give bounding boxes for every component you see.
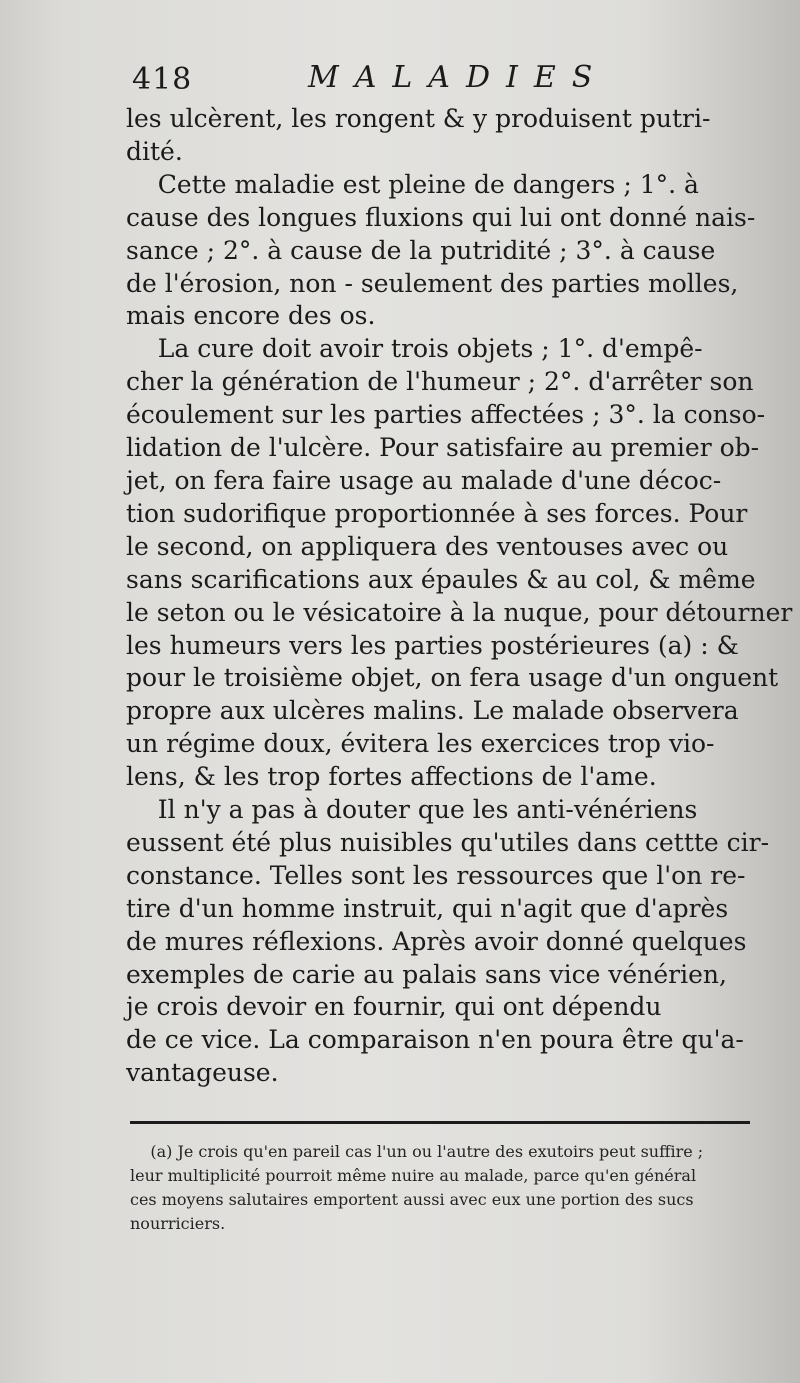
text-line: mais encore des os. [126, 301, 376, 331]
footnote-rule [130, 1121, 750, 1124]
text-line: cher la génération de l'humeur ; 2°. d'arrêter son [126, 367, 754, 397]
text-line: les humeurs vers les parties postérieures (a) : & [126, 630, 739, 660]
text-line: exemples de carie au palais sans vice vénérien, [126, 959, 727, 989]
text-line: dité. [126, 136, 183, 166]
text-line: de ce vice. La comparaison n'en poura être qu'a- [126, 1025, 744, 1055]
text-line: tire d'un homme instruit, qui n'agit que d'après [126, 893, 729, 923]
text-line: sans scarifications aux épaules & au col, & même [126, 564, 756, 594]
footnote-line: nourriciers. [130, 1214, 226, 1233]
text-line: propre aux ulcères malins. Le malade observera [126, 696, 739, 726]
running-head: MALADIES [308, 60, 609, 95]
text-line: Cette maladie est pleine de dangers ; 1°. à [126, 169, 699, 199]
text-line: pour le troisième objet, on fera usage d'un onguent [126, 663, 779, 693]
footnote [130, 1140, 760, 1236]
footnote-line: (a) Je crois qu'en pareil cas l'un ou l'autre des exutoirs peut suffire ; [130, 1142, 704, 1161]
text-line: je crois devoir en fournir, qui ont dépendu [126, 992, 662, 1022]
text-line: eussent été plus nuisibles qu'utiles dans cettte cir- [126, 827, 770, 857]
text-line: écoulement sur les parties affectées ; 3°. la conso- [126, 400, 766, 430]
text-line: vantageuse. [126, 1058, 279, 1088]
text-line: constance. Telles sont les ressources que l'on re- [126, 860, 746, 890]
text-line: cause des longues fluxions qui lui ont donné nais- [126, 202, 756, 232]
text-line: La cure doit avoir trois objets ; 1°. d'empê- [126, 334, 703, 364]
text-line: le seton ou le vésicatoire à la nuque, pour détourner [126, 597, 793, 627]
text-line: les ulcèrent, les rongent & y produisent putri- [126, 104, 711, 133]
text-line: tion sudorifique proportionnée à ses forces. Pour [126, 498, 748, 528]
text-line: sance ; 2°. à cause de la putridité ; 3°. à cause [126, 235, 716, 265]
text-line: Il n'y a pas à douter que les anti-vénériens [126, 795, 698, 825]
footnote-line: leur multiplicité pourroit même nuire au malade, parce qu'en général [130, 1166, 697, 1185]
body-text [126, 103, 793, 1090]
text-line: de mures réflexions. Après avoir donné quelques [126, 926, 747, 956]
text-line: jet, on fera faire usage au malade d'une décoc- [126, 465, 722, 495]
page-number: 418 [132, 62, 193, 97]
text-line: lens, & les trop fortes affections de l'ame. [126, 762, 657, 792]
text-line: un régime doux, évitera les exercices trop vio- [126, 729, 715, 759]
text-line: le second, on appliquera des ventouses avec ou [126, 531, 729, 561]
footnote-line: ces moyens salutaires emportent aussi avec eux une portion des sucs [130, 1190, 694, 1209]
text-line: lidation de l'ulcère. Pour satisfaire au premier ob- [126, 433, 760, 463]
text-line: de l'érosion, non - seulement des parties molles, [126, 268, 739, 298]
